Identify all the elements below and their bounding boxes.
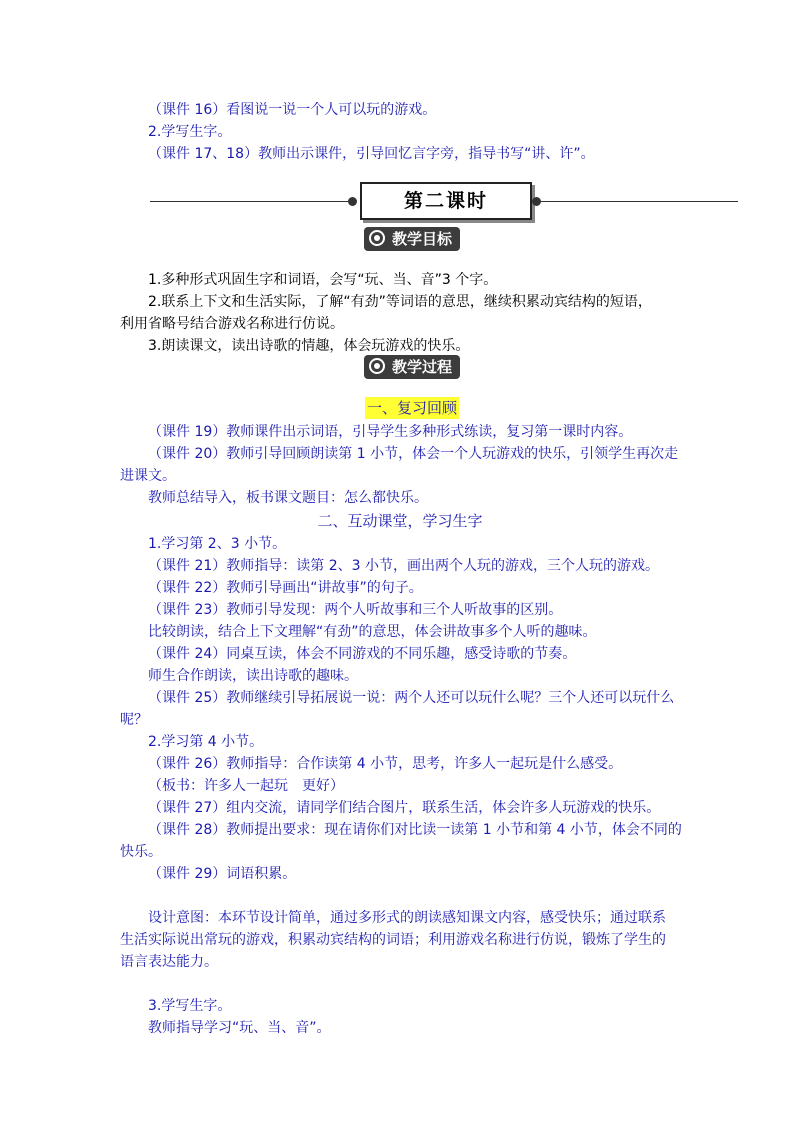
design-intent: 设计意图：本环节设计简单，通过多形式的朗读感知课文内容，感受快乐；通过联系: [148, 910, 666, 926]
section-tag-goals: [364, 227, 460, 251]
text-line: （课件 20）教师引导回顾朗读第 1 小节，体会一个人玩游戏的快乐，引领学生再次走: [148, 446, 679, 462]
banner-right-line: [540, 201, 738, 202]
text-line: （课件 23）教师引导发现：两个人听故事和三个人听故事的区别。: [148, 602, 563, 618]
text-line: 1.学习第 2、3 小节。: [148, 536, 287, 552]
text-line: 师生合作朗读，读出诗歌的趣味。: [148, 668, 358, 684]
design-intent: 生活实际说出常玩的游戏，积累动宾结构的词语；利用游戏名称进行仿说，锻炼了学生的: [120, 932, 666, 948]
target-icon: [369, 358, 385, 374]
banner-left-line: [150, 201, 350, 202]
target-icon: [369, 230, 385, 246]
tag-label: 教学过程: [392, 358, 453, 376]
text-line: （课件 21）教师指导：读第 2、3 小节，画出两个人玩的游戏，三个人玩的游戏。: [148, 558, 659, 574]
text-line: （课件 27）组内交流，请同学们结合图片，联系生活，体会许多人玩游戏的快乐。: [148, 800, 661, 816]
text-line: （课件 24）同桌互读，体会不同游戏的不同乐趣，感受诗歌的节奏。: [148, 646, 577, 662]
text-line: （课件 19）教师课件出示词语，引导学生多种形式练读，复习第一课时内容。: [148, 424, 633, 440]
banner-left-dot: [348, 197, 357, 206]
text-line: 2.学写生字。: [148, 124, 232, 140]
goal-item: 2.联系上下文和生活实际，了解“有劲”等词语的意思，继续积累动宾结构的短语，: [148, 294, 652, 310]
text-line: 教师总结导入，板书课文题目：怎么都快乐。: [148, 490, 428, 506]
goal-item-cont: 利用省略号结合游戏名称进行仿说。: [120, 316, 344, 332]
section-tag-process: [364, 355, 460, 379]
text-line: （课件 29）词语积累。: [148, 866, 297, 882]
text-line: 进课文。: [120, 468, 176, 484]
text-line: （课件 16）看图说一说一个人可以玩的游戏。: [148, 102, 437, 118]
text-line: （课件 17、18）教师出示课件，引导回忆言字旁，指导书写“讲、许”。: [148, 146, 595, 162]
text-line: （板书：许多人一起玩 更好）: [148, 778, 344, 794]
goal-item: 3.朗读课文，读出诗歌的情趣，体会玩游戏的快乐。: [148, 338, 470, 354]
text-line: 呢？: [120, 712, 148, 728]
text-line: 快乐。: [120, 844, 162, 860]
design-intent: 语言表达能力。: [120, 954, 218, 970]
section-heading-review: 一、复习回顾: [366, 399, 457, 417]
section-heading-interactive: 二、互动课堂，学习生字: [317, 512, 483, 530]
goal-item: 1.多种形式巩固生字和词语，会写“玩、当、音”3 个字。: [148, 272, 498, 288]
text-line: （课件 26）教师指导：合作读第 4 小节，思考，许多人一起玩是什么感受。: [148, 756, 623, 772]
banner-title: 第二课时: [360, 182, 532, 220]
text-line: 3.学写生字。: [148, 998, 232, 1014]
text-line: （课件 25）教师继续引导拓展说一说：两个人还可以玩什么呢？三个人还可以玩什么: [148, 690, 675, 706]
text-line: 比较朗读，结合上下文理解“有劲”的意思，体会讲故事多个人听的趣味。: [148, 624, 597, 640]
tag-label: 教学目标: [392, 230, 453, 248]
text-line: （课件 28）教师提出要求：现在请你们对比读一读第 1 小节和第 4 小节，体会不同的: [148, 822, 682, 838]
lesson-banner: [150, 180, 738, 220]
text-line: 教师指导学习“玩、当、音”。: [148, 1020, 331, 1036]
text-line: 2.学习第 4 小节。: [148, 734, 264, 750]
text-line: （课件 22）教师引导画出“讲故事”的句子。: [148, 580, 423, 596]
